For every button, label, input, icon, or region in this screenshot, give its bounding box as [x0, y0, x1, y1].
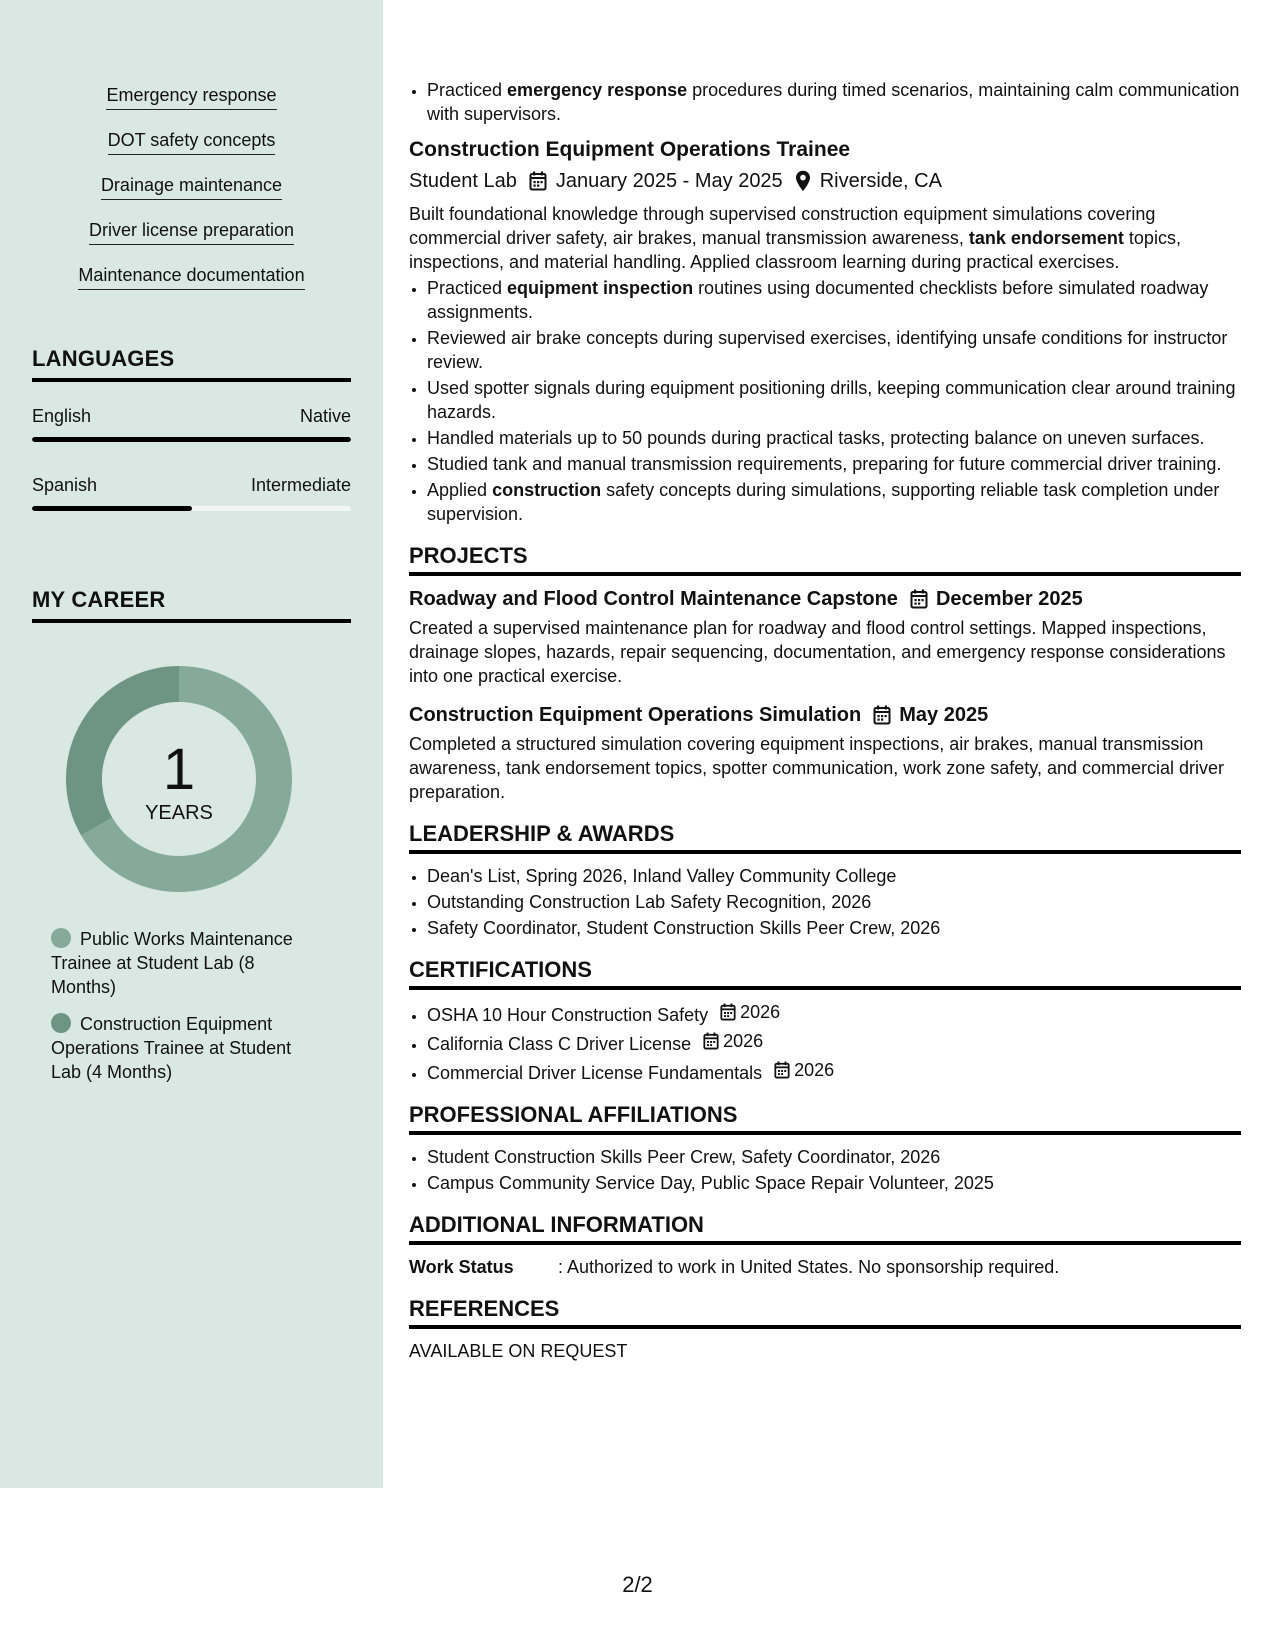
language-name: English [32, 406, 92, 426]
summary-text: Built foundational knowledge through supervised construction equipment simulations covering commercial driver safety, air brakes, manual transmission awareness, [409, 204, 1156, 248]
list-item [427, 276, 1241, 324]
skill-item: Driver license preparation [89, 219, 294, 245]
career-years-value: 1 [162, 737, 196, 802]
job-company: Student Lab [409, 170, 517, 192]
career-legend-item [51, 1012, 321, 1084]
bullet-text: safety concepts during simulations, supporting reliable task completion under supervision. [427, 480, 1220, 524]
bullet-bold: construction [492, 480, 602, 500]
languages-heading: LANGUAGES [32, 346, 351, 382]
cert-year: 2026 [740, 1002, 781, 1022]
projects-heading: PROJECTS [409, 542, 1241, 576]
cert-name: OSHA 10 Hour Construction Safety [427, 1005, 709, 1025]
job-dates: January 2025 - May 2025 [555, 170, 783, 192]
cert-year: 2026 [723, 1031, 764, 1051]
list-item [427, 1029, 1241, 1056]
affiliations-list [409, 1145, 1241, 1195]
project-title: Construction Equipment Operations Simulation [409, 704, 862, 726]
skill-item: Emergency response [106, 84, 276, 110]
additional-info-heading: ADDITIONAL INFORMATION [409, 1211, 1241, 1245]
list-item: • Outstanding Construction Lab Safety Recognition, 2026 [427, 890, 1241, 914]
calendar-icon [774, 1061, 790, 1079]
work-status-label: Work Status [409, 1257, 514, 1277]
project-title-row [409, 702, 1241, 728]
job-bullets [409, 276, 1241, 526]
cert-name: California Class C Driver License [427, 1034, 692, 1054]
job-title: Construction Equipment Operations Trainee [409, 138, 851, 161]
previous-job-bullets [409, 78, 1241, 126]
bullet-bold: emergency response [507, 80, 688, 100]
work-status-value: : Authorized to work in United States. No sponsorship required. [558, 1257, 1060, 1277]
list-item [427, 452, 1241, 476]
page-number: 2/2 [622, 1572, 653, 1597]
job-location: Riverside, CA [819, 170, 942, 192]
affiliations-heading: PROFESSIONAL AFFILIATIONS [409, 1101, 1241, 1135]
bullet-text: Used spotter signals during equipment positioning drills, keeping communication clear around training hazards. [427, 378, 1236, 422]
project-date: December 2025 [935, 588, 1083, 610]
bullet-text: Practiced [427, 80, 508, 100]
bullet-text: Reviewed air brake concepts during supervised exercises, identifying unsafe conditions for instructor review. [427, 328, 1228, 372]
project-title-row [409, 586, 1241, 612]
bullet-bold: equipment inspection [507, 278, 694, 298]
references-heading: REFERENCES [409, 1295, 1241, 1329]
calendar-icon [873, 705, 891, 725]
project-description: Created a supervised maintenance plan for roadway and flood control settings. Mapped inspections, drainage slopes, hazards, repair sequencing, documentation, and emergency response considerations into one practical exercise. [409, 618, 1226, 686]
cert-date [774, 1058, 834, 1082]
cert-date [703, 1029, 763, 1053]
skill-item: Maintenance documentation [78, 264, 304, 290]
career-donut-chart [66, 666, 292, 892]
bullet-text: Studied tank and manual transmission requirements, preparing for future commercial driver training. [427, 454, 1222, 474]
project-date: May 2025 [899, 704, 989, 726]
career-heading: MY CAREER [32, 587, 351, 623]
list-item [427, 478, 1241, 526]
bullet-text: Practiced [427, 278, 508, 298]
list-item [427, 1000, 1241, 1027]
job-meta [409, 168, 1241, 194]
references-text: AVAILABLE ON REQUEST [409, 1341, 628, 1361]
sidebar [0, 0, 383, 1488]
language-name: Spanish [32, 475, 98, 495]
calendar-icon [529, 171, 547, 191]
main-content [409, 78, 1241, 1363]
cert-name: Commercial Driver License Fundamentals [427, 1063, 763, 1083]
project-title: Roadway and Flood Control Maintenance Capstone [409, 588, 898, 610]
list-item: • Safety Coordinator, Student Construction Skills Peer Crew, 2026 [427, 916, 1241, 940]
language-bar-fill [32, 437, 351, 442]
bullet-text: procedures during timed scenarios, maintaining calm communication with supervisors. [427, 80, 1240, 124]
career-legend-text: Construction Equipment Operations Trainee at Student Lab (4 Months) [51, 1014, 292, 1082]
language-level: Intermediate [250, 475, 351, 495]
list-item: • Campus Community Service Day, Public Space Repair Volunteer, 2025 [427, 1171, 1241, 1195]
leadership-heading: LEADERSHIP & AWARDS [409, 820, 1241, 854]
career-years-unit: YEARS [145, 802, 213, 824]
calendar-icon [720, 1003, 736, 1021]
calendar-icon [703, 1032, 719, 1050]
summary-text: topics, inspections, and material handling. Applied classroom learning during practical exercises. [409, 228, 1181, 272]
certifications-list [409, 1000, 1241, 1085]
language-bar [32, 437, 351, 442]
list-item [427, 426, 1241, 450]
language-bar [32, 506, 351, 511]
list-item [427, 376, 1241, 424]
bullet-text: Applied [427, 480, 493, 500]
career-legend [51, 927, 321, 1097]
summary-bold: tank endorsement [968, 228, 1124, 248]
legend-dot [51, 928, 71, 948]
leadership-list [409, 864, 1241, 940]
map-pin-icon [795, 170, 811, 192]
project-description: Completed a structured simulation covering equipment inspections, air brakes, manual transmission awareness, tank endorsement topics, spotter communication, work zone safety, and commercial driver preparation. [409, 734, 1225, 802]
skill-item: Drainage maintenance [101, 174, 282, 200]
cert-year: 2026 [794, 1060, 835, 1080]
list-item: • Student Construction Skills Peer Crew, Safety Coordinator, 2026 [427, 1145, 1241, 1169]
language-bar-fill [32, 506, 192, 511]
work-status-row [409, 1255, 1241, 1279]
language-level: Native [299, 406, 351, 426]
bullet-text: routines using documented checklists before simulated roadway assignments. [427, 278, 1209, 322]
bullet-text: Handled materials up to 50 pounds during practical tasks, protecting balance on uneven surfaces. [427, 428, 1205, 448]
skill-item: DOT safety concepts [108, 129, 276, 155]
legend-dot [51, 1013, 71, 1033]
list-item: • Dean's List, Spring 2026, Inland Valley Community College [427, 864, 1241, 888]
skills-list [0, 84, 383, 309]
list-item [427, 326, 1241, 374]
cert-date [720, 1000, 780, 1024]
list-item [427, 78, 1241, 126]
list-item [427, 1058, 1241, 1085]
career-legend-text: Public Works Maintenance Trainee at Student Lab (8 Months) [51, 929, 293, 997]
career-legend-item [51, 927, 321, 999]
job-summary [409, 202, 1241, 274]
certifications-heading: CERTIFICATIONS [409, 956, 1241, 990]
calendar-icon [910, 589, 928, 609]
